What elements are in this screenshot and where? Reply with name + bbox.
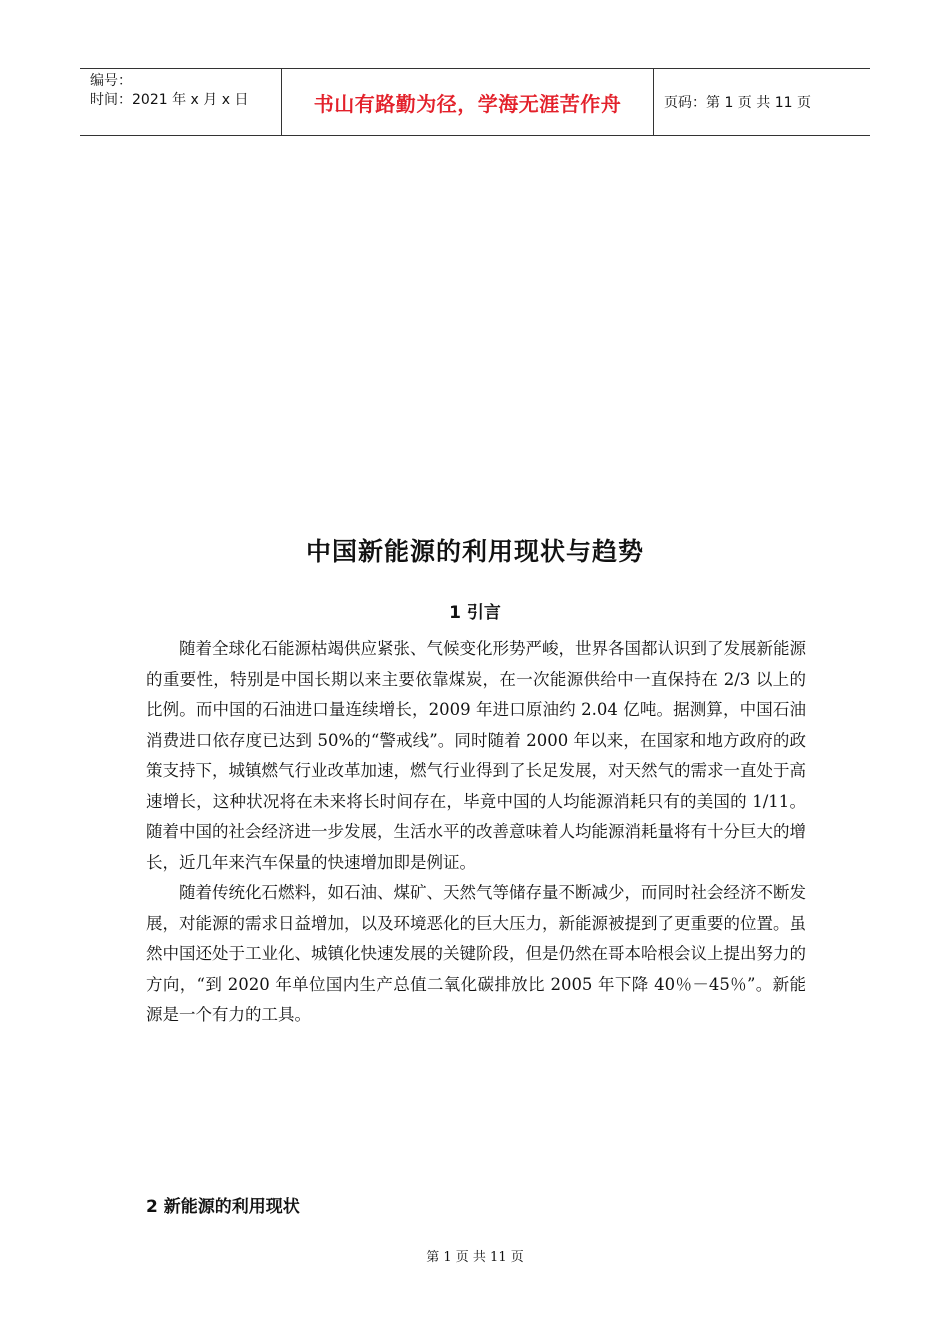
header-motto: 书山有路勤为径，学海无涯苦作舟 (281, 69, 654, 135)
paragraph: 随着全球化石能源枯竭供应紧张、气候变化形势严峻，世界各国都认识到了发展新能源的重要性，特别是中国长期以来主要依靠煤炭，在一次能源供给中一直保持在 2/3 以上的比例。而中国的石油进口量连续增长，2009 年进口原油约 2.04 亿吨。据测算，中国石油消费进口依存度已达到 50%的“警戒线”。同时随着 2000 年以来，在国家和地方政府的政策支持下，城镇燃气行业改革加速，燃气行业得到了长足发展，对天然气的需求一直处于高速增长，这种状况将在未来将长时间存在，毕竟中国的人均能源消耗只有的美国的 1/11。随着中国的社会经济进一步发展，生活水平的改善意味着人均能源消耗量将有十分巨大的增长，近几年来汽车保量的快速增加即是例证。 (146, 639, 806, 872)
section-heading-current-status: 2 新能源的利用现状 (146, 1197, 300, 1217)
document-number-label: 编号： (90, 73, 132, 89)
page-footer: 第 1 页 共 11 页 (426, 1250, 524, 1265)
document-title: 中国新能源的利用现状与趋势 (305, 537, 644, 566)
section-heading-introduction: 1 引言 (449, 603, 501, 623)
header-table (80, 68, 870, 136)
paragraph: 随着传统化石燃料，如石油、煤矿、天然气等储存量不断减少，而同时社会经济不断发展，对能源的需求日益增加，以及环境恶化的巨大压力，新能源被提到了更重要的位置。虽然中国还处于工业化、城镇化快速发展的关键阶段，但是仍然在哥本哈根会议上提出努力的方向，“到 2020 年单位国内生产总值二氧化碳排放比 2005 年下降 40％－45％”。新能源是一个有力的工具。 (146, 883, 806, 1024)
document-time-label: 时间：2021 年 x 月 x 日 (90, 92, 249, 108)
header-meta-cell (80, 69, 281, 135)
header-page-info: 页码：第 1 页 共 11 页 (664, 95, 811, 111)
introduction-body (146, 634, 806, 1031)
